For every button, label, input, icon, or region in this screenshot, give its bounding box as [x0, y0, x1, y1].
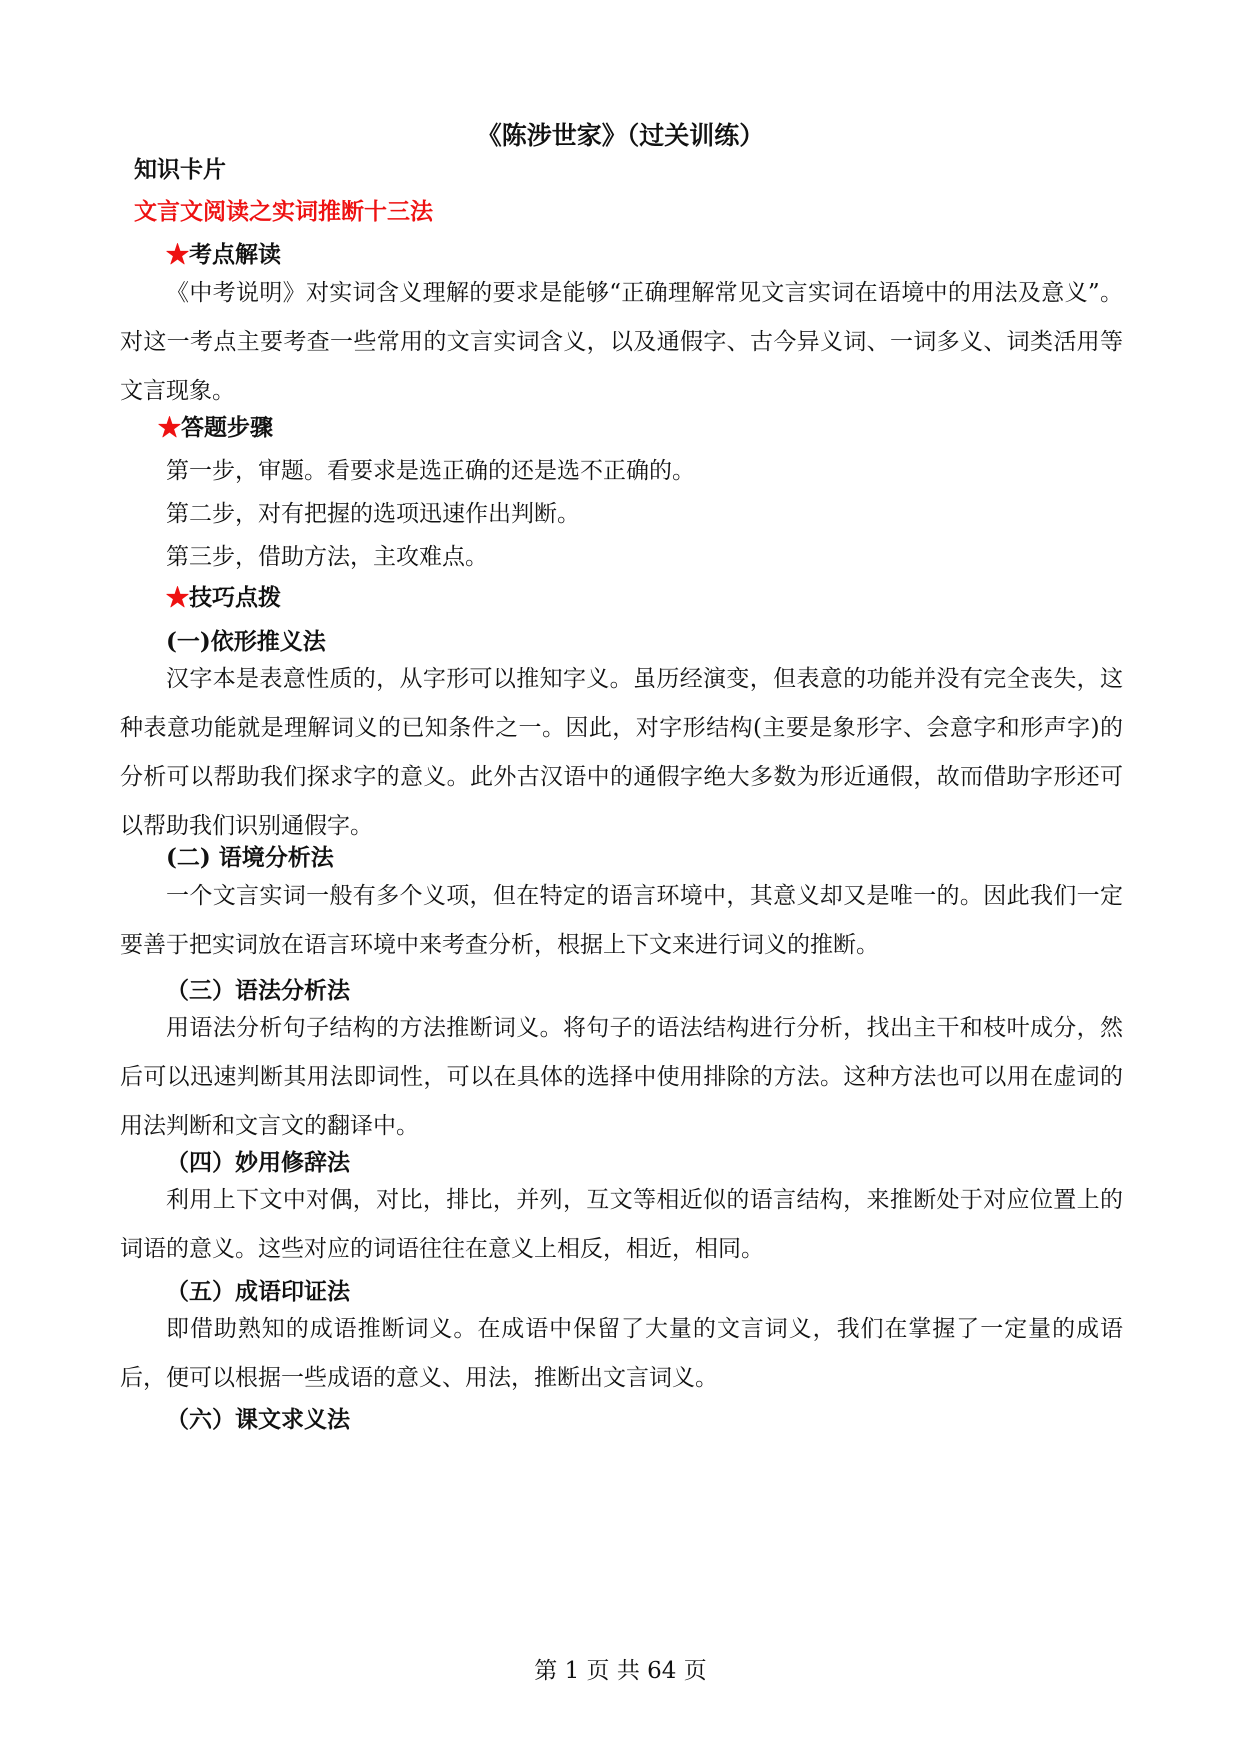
method-4-title: （四）妙用修辞法: [166, 1149, 350, 1176]
star-icon: ★: [158, 414, 181, 441]
method-2-body: 一个文言实词一般有多个义项，但在特定的语言环境中，其意义却又是唯一的。因此我们一定要善于把实词放在语言环境中来考查分析，根据上下文来进行词义的推断。: [120, 883, 1123, 958]
star-icon: ★: [166, 584, 189, 611]
card-label: 知识卡片: [134, 156, 226, 183]
step-3: 第三步，借助方法，主攻难点。: [166, 544, 488, 570]
page-title: 《陈涉世家》（过关训练）: [476, 121, 765, 150]
method-3-body: 用语法分析句子结构的方法推断词义。将句子的语法结构进行分析，找出主干和枝叶成分，然后可以迅速判断其用法即词性，可以在具体的选择中使用排除的方法。这种方法也可以用在虚词的用法判断和文言文的翻译中。: [120, 1015, 1123, 1139]
step-1: 第一步，审题。看要求是选正确的还是选不正确的。: [166, 458, 695, 484]
exam-points-paragraph: 《中考说明》对实词含义理解的要求是能够“正确理解常见文言实词在语境中的用法及意义”。对这一考点主要考查一些常用的文言实词含义，以及通假字、古今异义词、一词多义、词类活用等文言现象。: [120, 280, 1123, 404]
method-4-body: 利用上下文中对偶，对比，排比，并列，互文等相近似的语言结构，来推断处于对应位置上的词语的意义。这些对应的词语往往在意义上相反，相近，相同。: [120, 1187, 1123, 1262]
method-2-title: (二) 语境分析法: [166, 844, 334, 871]
method-5-title: （五）成语印证法: [166, 1278, 350, 1305]
section-heading-label: 考点解读: [189, 241, 281, 268]
section-heading-answer-steps: [158, 409, 273, 442]
section-heading-label: 答题步骤: [181, 414, 273, 441]
red-heading: 文言文阅读之实词推断十三法: [134, 198, 433, 225]
step-2: 第二步，对有把握的选项迅速作出判断。: [166, 501, 580, 527]
method-1-title: (一)依形推义法: [166, 628, 326, 655]
section-heading-exam-points: [166, 236, 281, 269]
page-footer: 第 1 页 共 64 页: [534, 1658, 707, 1684]
method-6-title: （六）课文求义法: [166, 1406, 350, 1433]
method-5-body: 即借助熟知的成语推断词义。在成语中保留了大量的文言词义，我们在掌握了一定量的成语后，便可以根据一些成语的意义、用法，推断出文言词义。: [120, 1316, 1123, 1391]
section-heading-label: 技巧点拨: [189, 584, 281, 611]
method-3-title: （三）语法分析法: [166, 977, 350, 1004]
star-icon: ★: [166, 241, 189, 268]
section-heading-techniques: [166, 579, 281, 612]
method-1-body: 汉字本是表意性质的，从字形可以推知字义。虽历经演变，但表意的功能并没有完全丧失，这种表意功能就是理解词义的已知条件之一。因此，对字形结构(主要是象形字、会意字和形声字)的分析可以帮助我们探求字的意义。此外古汉语中的通假字绝大多数为形近通假，故而借助字形还可以帮助我们识别通假字。: [120, 666, 1123, 839]
